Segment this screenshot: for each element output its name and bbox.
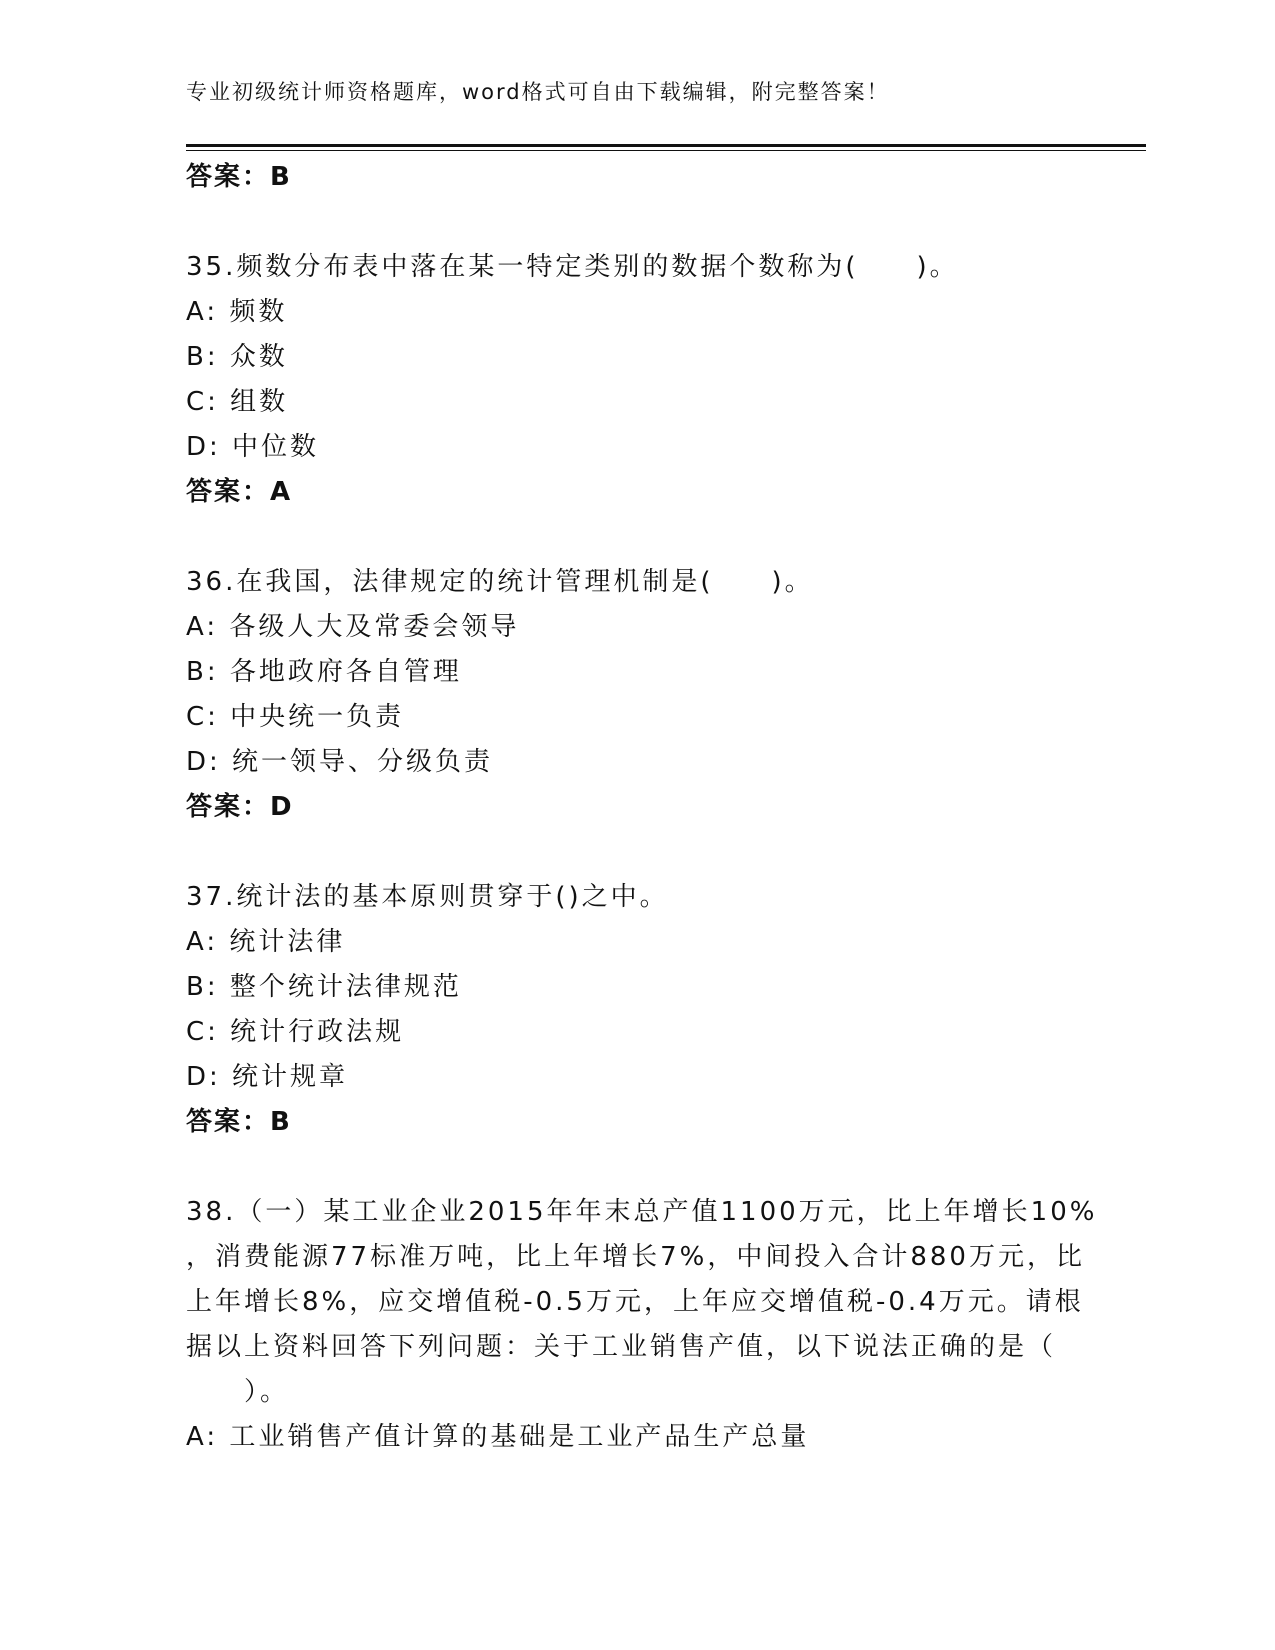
option-c: C: 统计行政法规 [186, 1017, 405, 1047]
option-b: B: 众数 [186, 342, 288, 372]
option-c: C: 组数 [186, 387, 289, 417]
question-stem: 37.统计法的基本原则贯穿于()之中。 [186, 882, 669, 912]
option-a: A: 工业销售产值计算的基础是工业产品生产总量 [186, 1422, 810, 1452]
document-body [186, 155, 1098, 1460]
header-rule-thick [186, 144, 1146, 147]
answer: 答案：A [186, 477, 293, 507]
question-stem-line-4: 据以上资料回答下列问题：关于工业销售产值，以下说法正确的是（ [186, 1332, 1057, 1362]
option-a: A: 各级人大及常委会领导 [186, 612, 520, 642]
question-37 [186, 875, 1086, 1145]
answer-34: 答案：B [186, 162, 292, 192]
question-stem-line-3: 上年增长8%，应交增值税-0.5万元，上年应交增值税-0.4万元。请根 [186, 1287, 1084, 1317]
answer: 答案：D [186, 792, 294, 822]
answer: 答案：B [186, 1107, 292, 1137]
question-38 [186, 1190, 1098, 1460]
option-c: C: 中央统一负责 [186, 702, 405, 732]
option-a: A: 统计法律 [186, 927, 346, 957]
question-35 [186, 245, 1086, 515]
question-stem-line-1: 38.（一）某工业企业2015年年末总产值1100万元，比上年增长10% [186, 1197, 1098, 1227]
option-a: A: 频数 [186, 297, 288, 327]
option-d: D: 中位数 [186, 432, 320, 462]
page-header: 专业初级统计师资格题库，word格式可自由下载编辑，附完整答案！ [186, 80, 890, 104]
question-stem-line-5: ）。 [186, 1377, 290, 1407]
option-d: D: 统计规章 [186, 1062, 349, 1092]
question-36 [186, 560, 1086, 830]
option-b: B: 整个统计法律规范 [186, 972, 462, 1002]
option-b: B: 各地政府各自管理 [186, 657, 462, 687]
question-stem: 36.在我国，法律规定的统计管理机制是( )。 [186, 567, 814, 597]
header-rule-thin [186, 150, 1146, 151]
question-stem: 35.频数分布表中落在某一特定类别的数据个数称为( )。 [186, 252, 959, 282]
option-d: D: 统一领导、分级负责 [186, 747, 494, 777]
question-stem-line-2: ，消费能源77标准万吨，比上年增长7%，中间投入合计880万元，比 [186, 1242, 1085, 1272]
